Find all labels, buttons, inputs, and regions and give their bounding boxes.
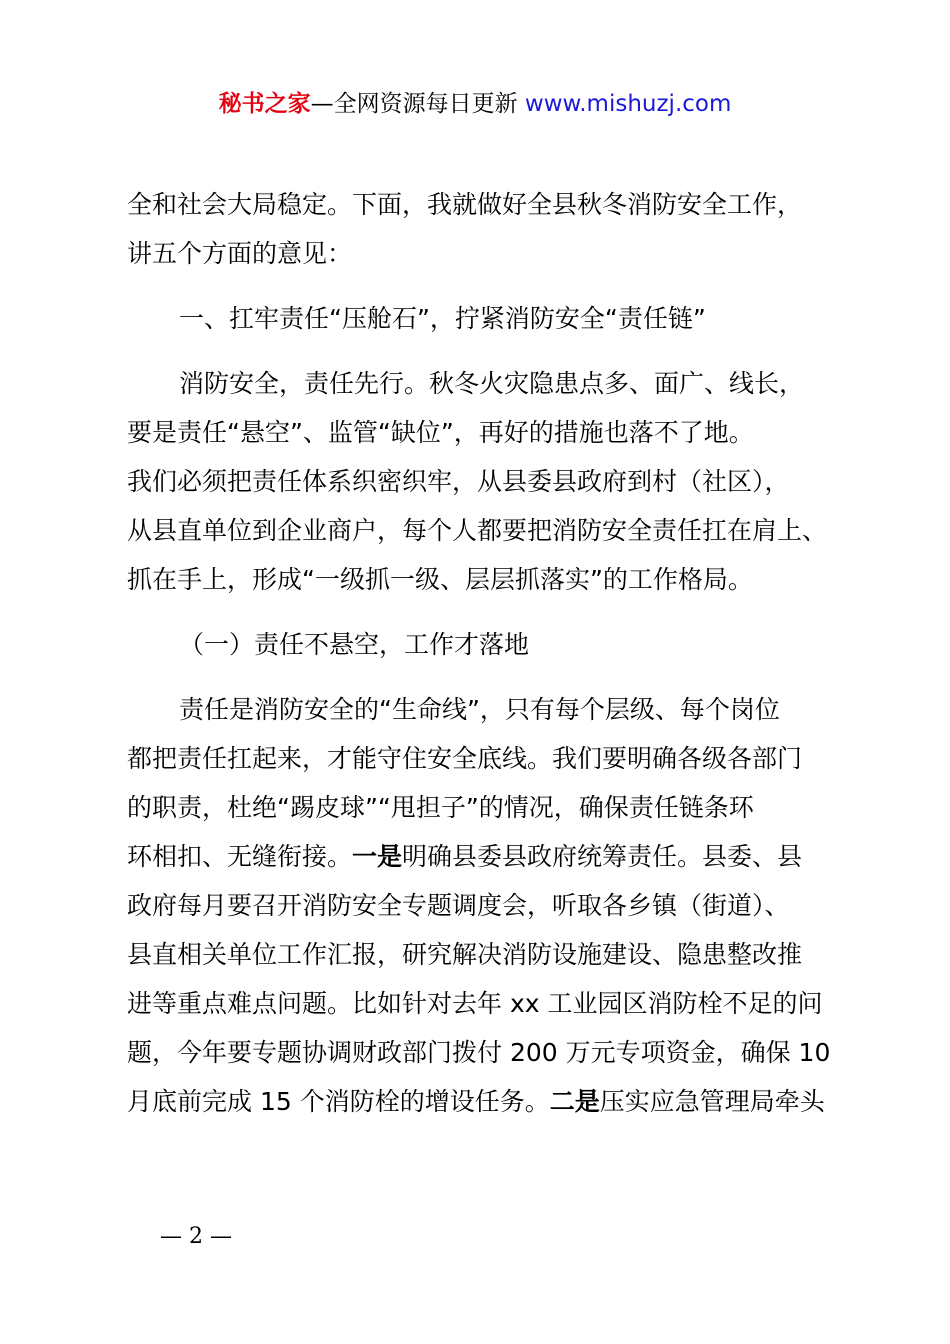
- brand-name: 秘书之家: [218, 91, 311, 117]
- text-line: 都把责任扛起来，才能守住安全底线。我们要明确各级各部门: [127, 744, 803, 773]
- text-line: 消防安全，责任先行。秋冬火灾隐患点多、面广、线长，: [179, 369, 805, 398]
- text-run: 明确县委县政府统筹责任。县委、县: [402, 842, 803, 871]
- document-body: [127, 180, 837, 1126]
- text-run: 压实应急管理局牵头: [599, 1087, 825, 1116]
- page-header: [0, 86, 950, 122]
- subsection-heading-1: （一）责任不悬空，工作才落地: [179, 630, 530, 659]
- text-line: 从县直单位到企业商户，每个人都要把消防安全责任扛在肩上、: [127, 516, 828, 545]
- text-line: 要是责任“悬空”、监管“缺位”，再好的措施也落不了地。: [127, 418, 754, 447]
- paragraph-responsibility: [127, 359, 837, 604]
- bold-marker-second: 二是: [549, 1087, 600, 1116]
- text-line: 县直相关单位工作汇报，研究解决消防设施建设、隐患整改推: [127, 940, 803, 969]
- text-line: [127, 832, 837, 881]
- header-slogan: —全网资源每日更新: [310, 91, 525, 117]
- text-line: 的职责，杜绝“踢皮球”“甩担子”的情况，确保责任链条环: [127, 793, 754, 822]
- section-heading-1: 一、扛牢责任“压舱石”，拧紧消防安全“责任链”: [179, 304, 706, 333]
- bold-marker-first: 一是: [352, 842, 403, 871]
- text-line: 进等重点难点问题。比如针对去年 xx 工业园区消防栓不足的问: [127, 989, 823, 1018]
- page-number: — 2 —: [160, 1224, 232, 1249]
- text-line: 题，今年要专题协调财政部门拨付 200 万元专项资金，确保 10: [127, 1038, 831, 1067]
- text-line: 政府每月要召开消防安全专题调度会，听取各乡镇（街道）、: [127, 891, 790, 920]
- paragraph-intro: [127, 180, 837, 278]
- text-run: 环相扣、无缝衔接。: [127, 842, 353, 871]
- text-line: 全和社会大局稳定。下面，我就做好全县秋冬消防安全工作，: [127, 190, 803, 219]
- text-line: [127, 1077, 837, 1126]
- text-line: 抓在手上，形成“一级抓一级、层层抓落实”的工作格局。: [127, 565, 753, 594]
- text-run: 月底前完成 15 个消防栓的增设任务。: [127, 1087, 550, 1116]
- text-line: 责任是消防安全的“生命线”，只有每个层级、每个岗位: [179, 695, 780, 724]
- text-line: 我们必须把责任体系织密织牢，从县委县政府到村（社区），: [127, 467, 790, 496]
- site-url[interactable]: www.mishuzj.com: [524, 91, 732, 117]
- paragraph-details: [127, 685, 837, 1126]
- text-line: 讲五个方面的意见：: [127, 239, 353, 268]
